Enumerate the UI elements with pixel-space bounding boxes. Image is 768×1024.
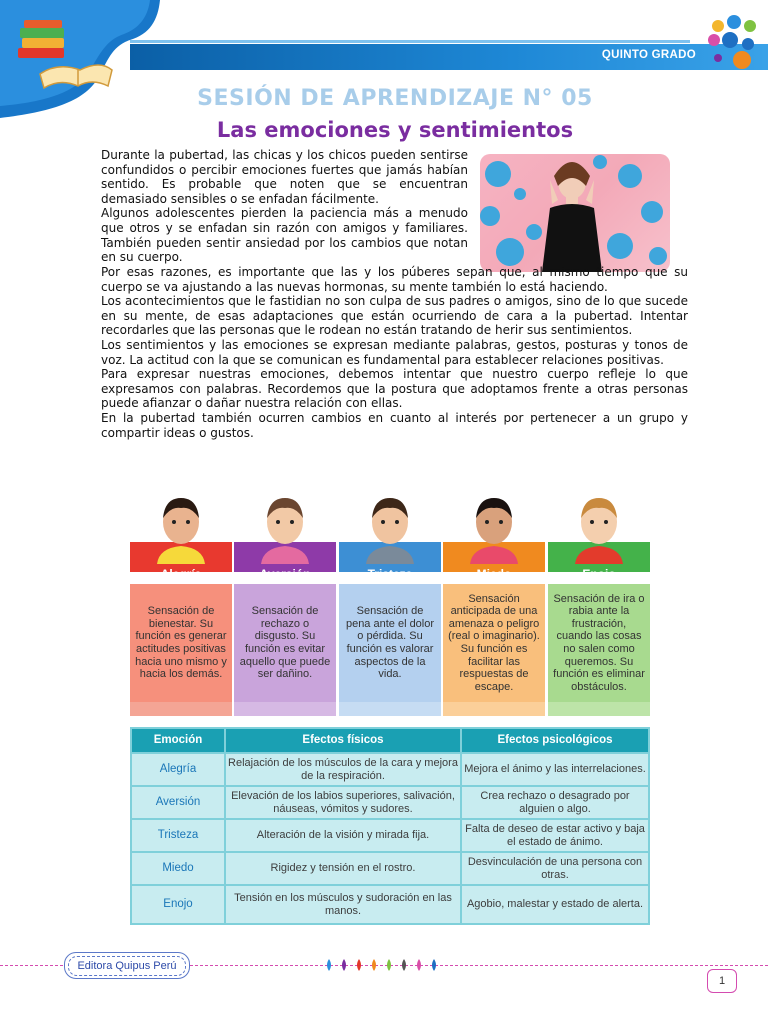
- table-emotion-cell: Tristeza: [132, 820, 224, 851]
- body-text: [101, 265, 688, 440]
- emotion-description: Sensación anticipada de una amenaza o peligro (real o imaginario). Su función es facilitar las respuestas de escape.: [443, 584, 545, 702]
- table-psychological-cell: Desvinculación de una persona con otras.: [462, 853, 648, 884]
- table-emotion-cell: Alegría: [132, 754, 224, 785]
- header-accent-line: [130, 40, 690, 43]
- paragraph: Los acontecimientos que le fastidian no son culpa de sus padres o amigos, sino de lo que sucede en su mente, de esas adaptaciones que están ocurriendo de cara a la pubertad. Intentar recordarles que las personas que le rodean no están tratando de herir sus sentimientos.: [101, 294, 688, 338]
- table-psychological-cell: Agobio, malestar y estado de alerta.: [462, 886, 648, 923]
- table-physical-cell: Tensión en los músculos y sudoración en las manos.: [226, 886, 460, 923]
- decorative-dots-icon: [704, 12, 760, 72]
- paragraph: Algunos adolescentes pierden la paciencia más a menudo que otros y se enfadan sin razón con amigos y familiares. También pueden sentir ansiedad por los cambios que notan en su cuerpo.: [101, 206, 468, 265]
- table-header: Efectos psicológicos: [462, 729, 648, 752]
- paragraph: Para expresar nuestras emociones, debemos intentar que nuestro cuerpo refleje lo que expresamos con palabras. Recordemos que la postura que adoptamos frente a otras personas puede afianzar o dañar nuestra relación con ellas.: [101, 367, 688, 411]
- emotion-label: Enojo: [582, 567, 616, 581]
- table-psychological-cell: Mejora el ánimo y las interrelaciones.: [462, 754, 648, 785]
- emotion-card-miedo: [443, 492, 545, 716]
- emotion-card-footer: [339, 702, 441, 716]
- paragraph: En la pubertad también ocurren cambios en cuanto al interés por pertenecer a un grupo y compartir ideas o gustos.: [101, 410, 688, 440]
- table-emotion-cell: Miedo: [132, 853, 224, 884]
- child-face-icon: [151, 492, 211, 564]
- child-face-icon: [569, 492, 629, 564]
- emotion-card-footer: [234, 702, 336, 716]
- emotion-label: Aversión: [259, 567, 311, 581]
- table-header: Emoción: [132, 729, 224, 752]
- table-physical-cell: Rigidez y tensión en el rostro.: [226, 853, 460, 884]
- publisher-badge: [64, 952, 190, 979]
- child-face-icon: [464, 492, 524, 564]
- emotion-card-footer: [443, 702, 545, 716]
- emotions-infographic: [130, 492, 650, 716]
- girl-with-balloons-photo: [480, 154, 670, 272]
- child-face-icon: [255, 492, 315, 564]
- emotion-card-aversion: [234, 492, 336, 716]
- emotion-card-footer: [130, 702, 232, 716]
- emotion-description: Sensación de rechazo o disgusto. Su función es evitar aquello que puede ser dañino.: [234, 584, 336, 702]
- table-emotion-cell: Aversión: [132, 787, 224, 818]
- page-number: 1: [707, 969, 737, 993]
- emotion-card-enojo: [548, 492, 650, 716]
- table-physical-cell: Elevación de los labios superiores, salivación, náuseas, vómitos y sudores.: [226, 787, 460, 818]
- publisher-name: Editora Quipus Perú: [68, 956, 186, 976]
- table-emotion-cell: Enojo: [132, 886, 224, 923]
- paragraph: Durante la pubertad, las chicas y los chicos pueden sentirse confundidos o percibir emociones fuertes que jamás habían sentido. Es probable que noten que se encuentran demasiado sensibles o se enfadan fácilmente.: [101, 148, 468, 206]
- table-psychological-cell: Crea rechazo o desagrado por alguien o algo.: [462, 787, 648, 818]
- emotion-label: Miedo: [476, 567, 512, 581]
- decorative-drops-icon: [322, 958, 444, 972]
- emotion-card-tristeza: [339, 492, 441, 716]
- emotion-label: Alegría: [160, 567, 202, 581]
- grade-label: QUINTO GRADO: [601, 49, 696, 61]
- emotion-card-alegria: [130, 492, 232, 716]
- emotion-card-footer: [548, 702, 650, 716]
- emotion-description: Sensación de pena ante el dolor o pérdida. Su función es valorar aspectos de la vida.: [339, 584, 441, 702]
- table-psychological-cell: Falta de deseo de estar activo y baja el estado de ánimo.: [462, 820, 648, 851]
- table-header: Efectos físicos: [226, 729, 460, 752]
- table-physical-cell: Relajación de los músculos de la cara y mejora de la respiración.: [226, 754, 460, 785]
- table-physical-cell: Alteración de la visión y mirada fija.: [226, 820, 460, 851]
- paragraph: Por esas razones, es importante que las y los púberes sepan que, al mismo tiempo que su cuerpo se va ajustando a las nuevas hormonas, su mente también lo está haciendo.: [101, 265, 688, 294]
- session-heading: SESIÓN DE APRENDIZAJE N° 05: [197, 86, 593, 111]
- emotions-effects-table: [130, 727, 650, 925]
- paragraph: Los sentimientos y las emociones se expresan mediante palabras, gestos, posturas y tonos de voz. La actitud con la que se comunican es fundamental para establecer relaciones positivas.: [101, 337, 688, 367]
- child-face-icon: [360, 492, 420, 564]
- emotion-description: Sensación de bienestar. Su función es generar actitudes positivas hacia uno mismo y hacia los demás.: [130, 584, 232, 702]
- page-title: Las emociones y sentimientos: [216, 118, 574, 142]
- intro-text: [101, 148, 468, 265]
- emotion-description: Sensación de ira o rabia ante la frustración, cuando las cosas no salen como queremos. Su función es eliminar obstáculos.: [548, 584, 650, 702]
- emotion-label: Tristeza: [367, 567, 413, 581]
